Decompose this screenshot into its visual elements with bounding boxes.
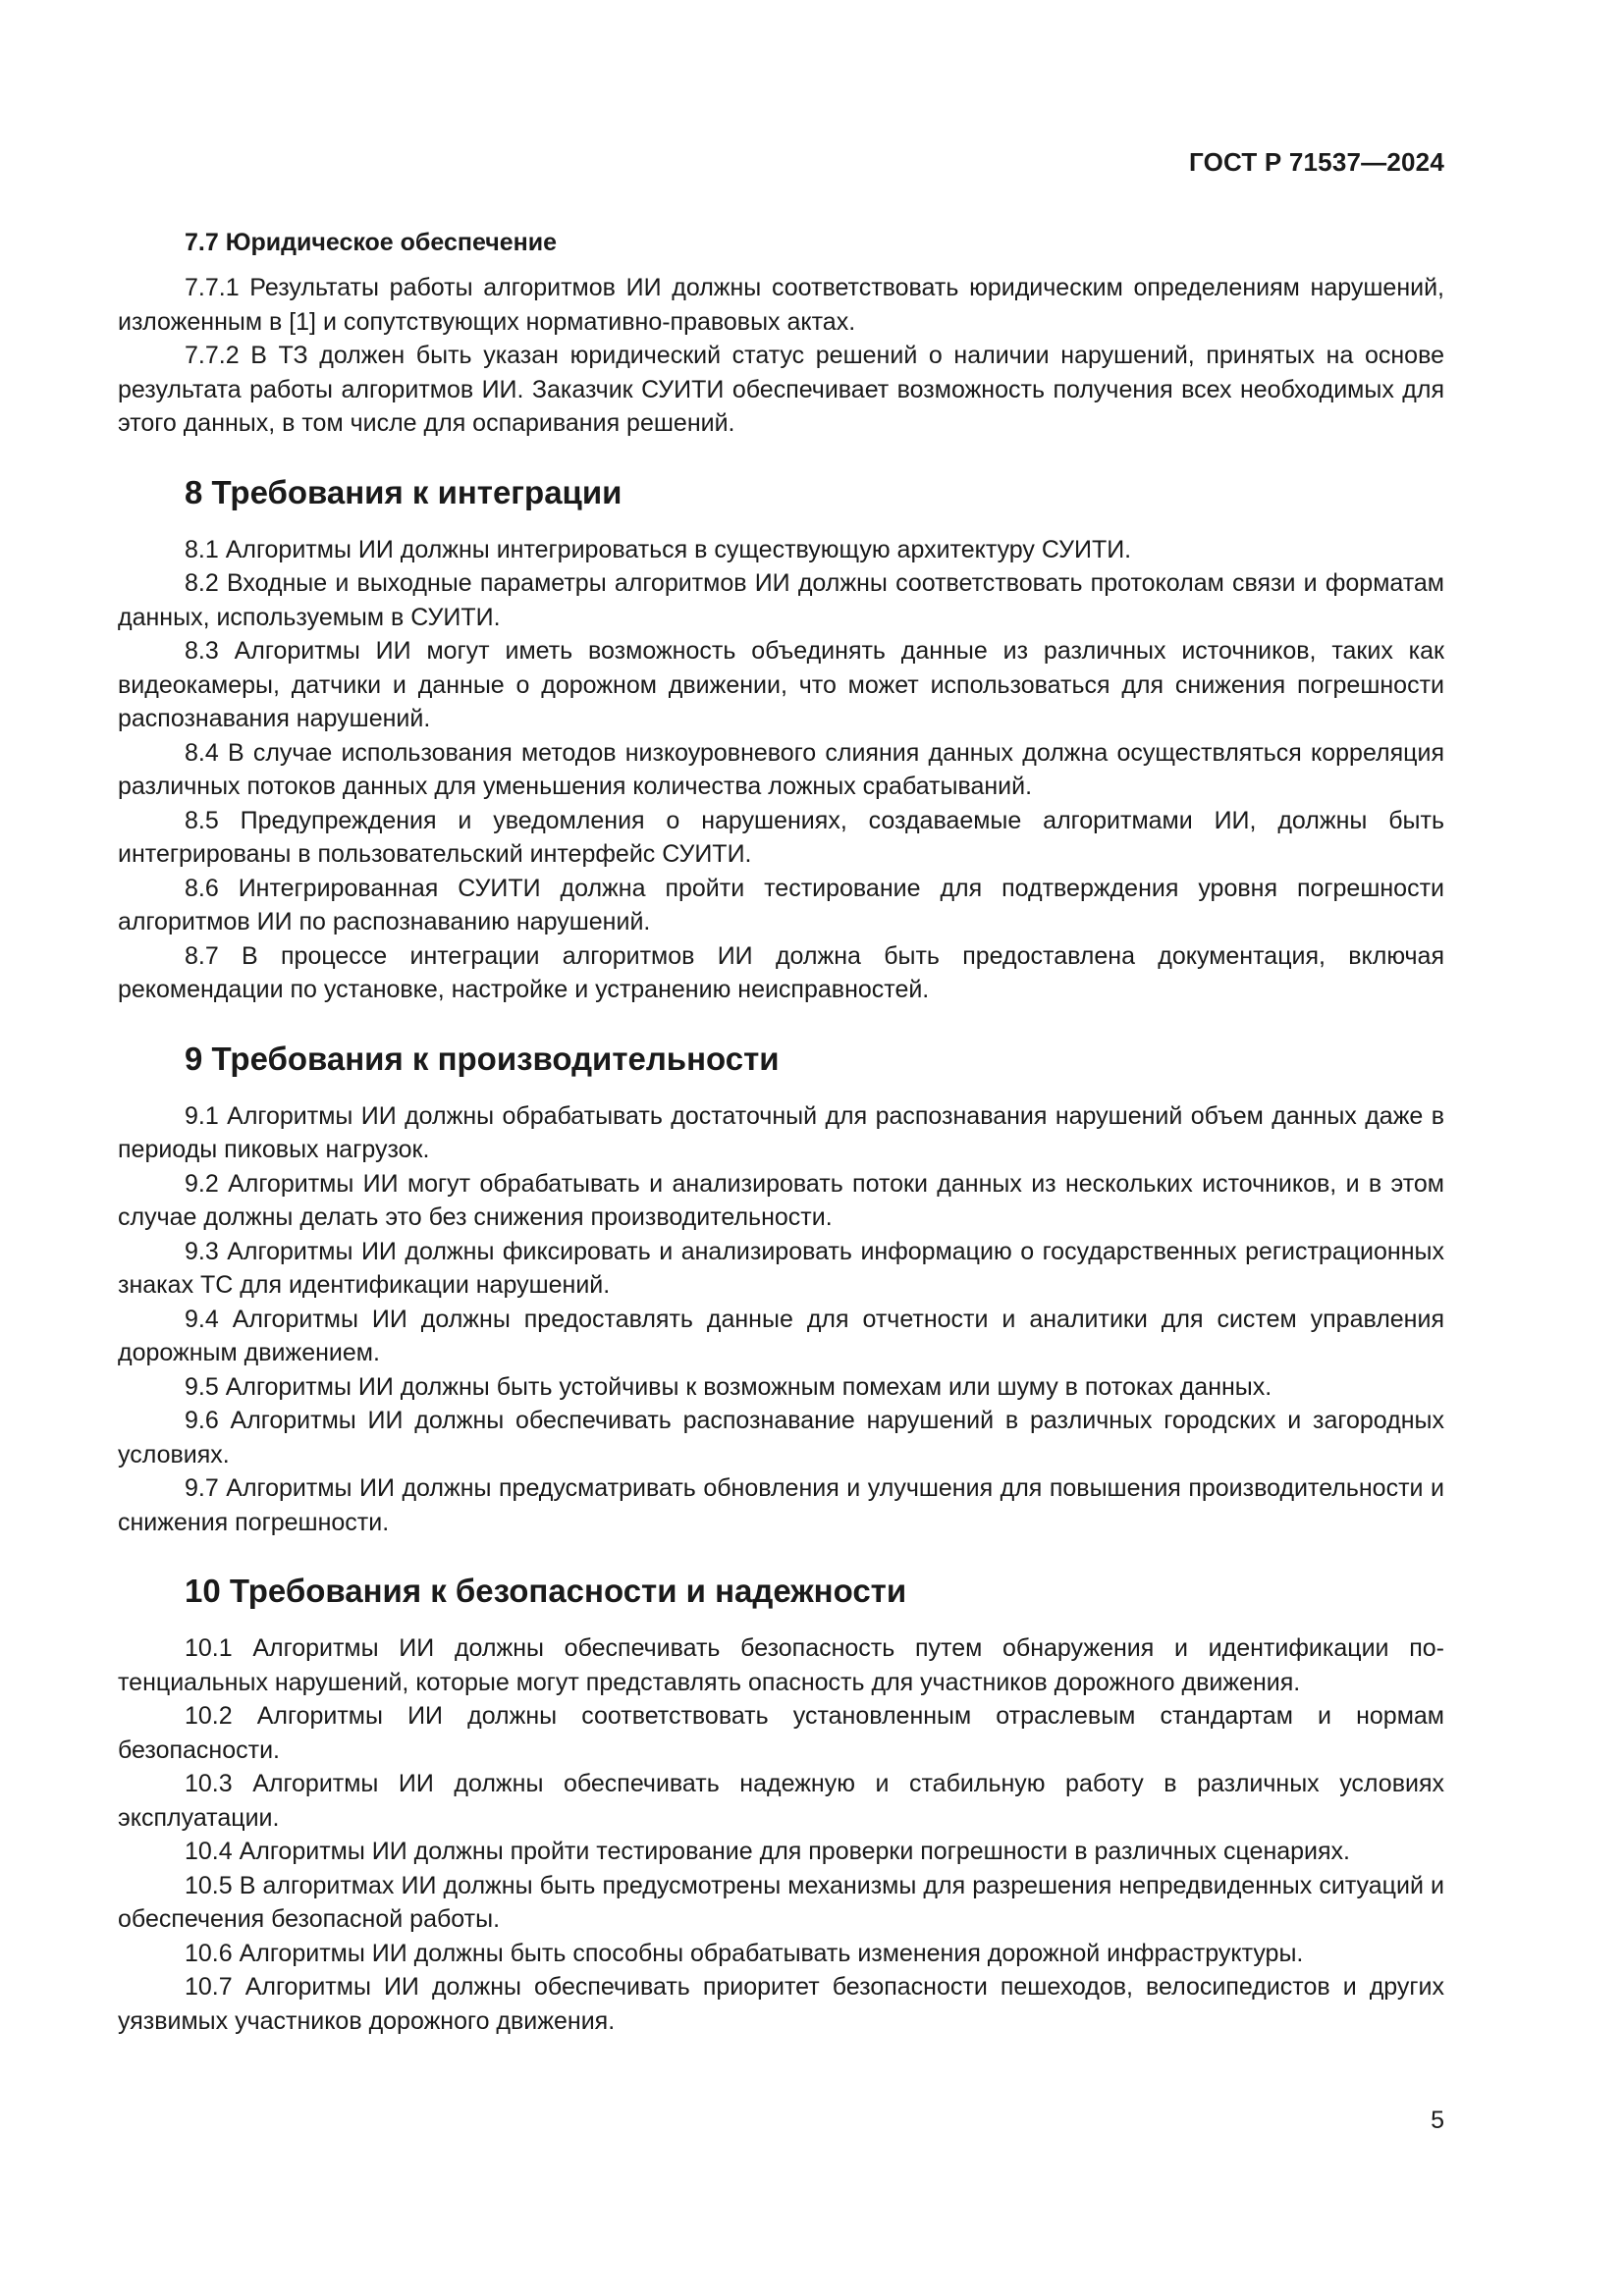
paragraph-8-3: 8.3 Алгоритмы ИИ могут иметь возможность объединять данные из различных источников, таких как видеокамеры, датчики и данные о дорожном движении, что может использоваться для снижения погрешности распознавания нарушений. [118,637,1444,732]
paragraph-8-1: 8.1 Алгоритмы ИИ должны интегрироваться в существующую архитектуру СУИТИ. [185,535,1132,563]
paragraph-7-7-2: 7.7.2 В ТЗ должен быть указан юридический статус решений о наличии нарушений, принятых на основе результата работы алгоритмов ИИ. Заказчик СУИТИ обеспечивает возможность получения всех необходимых для этого данных, в том числе для оспаривания решений. [118,342,1444,437]
paragraph-9-3: 9.3 Алгоритмы ИИ должны фиксировать и анализировать информацию о государственных регистрационных знаках ТС для идентификации нарушений. [118,1237,1444,1299]
paragraph-7-7-1: 7.7.1 Результаты работы алгоритмов ИИ должны соответствовать юридическим определениям нарушений, изложенным в [1] и сопутствующих нормативно-правовых актах. [118,274,1444,336]
paragraph-9-6: 9.6 Алгоритмы ИИ должны обеспечивать распознавание нарушений в различных городских и загородных условиях. [118,1407,1444,1468]
paragraph-8-2: 8.2 Входные и выходные параметры алгоритмов ИИ должны соответствовать протоколам связи и форматам данных, используемым в СУИТИ. [118,569,1444,631]
paragraph-9-2: 9.2 Алгоритмы ИИ могут обрабатывать и анализировать потоки данных из нескольких источников, и в этом случае должны делать это без снижения производительности. [118,1169,1444,1231]
section-title-9: 9 Требования к производительности [185,1040,780,1077]
paragraph-10-2: 10.2 Алгоритмы ИИ должны соответствовать установленным отраслевым стандартам и нормам безопасности. [118,1702,1444,1764]
paragraph-8-4: 8.4 В случае использования методов низкоуровневого слияния данных должна осуществляться корреляция различных потоков данных для уменьшения количества ложных срабатываний. [118,738,1444,800]
paragraph-10-5: 10.5 В алгоритмах ИИ должны быть предусмотрены механизмы для разрешения непредвиденных ситуаций и обеспечения безопасной работы. [118,1871,1444,1933]
paragraph-10-7: 10.7 Алгоритмы ИИ должны обеспечивать приоритет безопасности пешеходов, велосипедистов и других уязвимых участников дорожного движения. [118,1973,1444,2035]
paragraph-10-4: 10.4 Алгоритмы ИИ должны пройти тестирование для проверки погрешности в различных сценариях. [185,1838,1350,1865]
paragraph-9-5: 9.5 Алгоритмы ИИ должны быть устойчивы к возможным помехам или шуму в потоках данных. [185,1372,1272,1401]
paragraph-9-1: 9.1 Алгоритмы ИИ должны обрабатывать достаточный для распознавания нарушений объем данных даже в периоды пиковых нагрузок. [118,1101,1444,1163]
paragraph-8-7: 8.7 В процессе интеграции алгоритмов ИИ должна быть предоставлена документация, включая рекомендации по установке, настройке и устранению неисправностей. [118,941,1444,1003]
paragraph-8-5: 8.5 Предупреждения и уведомления о нарушениях, создаваемые алгоритмами ИИ, должны быть интегрированы в пользовательский интерфейс СУИТИ. [118,806,1444,868]
paragraph-10-1: 10.1 Алгоритмы ИИ должны обеспечивать безопасность путем обнаружения и идентификации потенциальных нарушений, которые могут представлять опасность для участников дорожного движения. [118,1634,1444,1696]
paragraph-9-4: 9.4 Алгоритмы ИИ должны предоставлять данные для отчетности и аналитики для систем управления дорожным движением. [118,1305,1444,1366]
paragraph-10-3: 10.3 Алгоритмы ИИ должны обеспечивать надежную и стабильную работу в различных условиях эксплуатации. [118,1770,1444,1832]
paragraph-8-6: 8.6 Интегрированная СУИТИ должна пройти тестирование для подтверждения уровня погрешности алгоритмов ИИ по распознаванию нарушений. [118,874,1444,935]
paragraph-10-6: 10.6 Алгоритмы ИИ должны быть способны обрабатывать изменения дорожной инфраструктуры. [185,1939,1304,1967]
subsection-title-7-7: 7.7 Юридическое обеспечение [185,229,558,256]
section-title-10: 10 Требования к безопасности и надежности [185,1573,907,1609]
page-content [118,226,1444,2038]
page-number: 5 [1431,2107,1444,2134]
paragraph-9-7: 9.7 Алгоритмы ИИ должны предусматривать обновления и улучшения для повышения производительности и снижения погрешности. [118,1474,1444,1536]
document-code-header: ГОСТ Р 71537—2024 [1189,147,1444,177]
section-title-8: 8 Требования к интеграции [185,473,623,510]
